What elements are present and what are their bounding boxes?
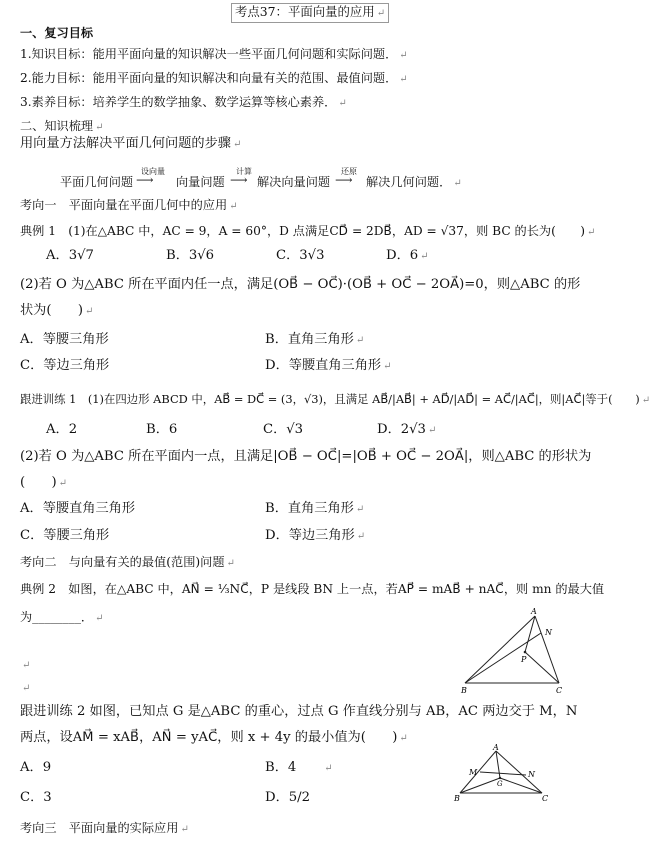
example-2-line1: 典例 2 如图，在△ABC 中，AN⃗ = ⅓NC⃗，P 是线段 BN 上一点，若AP⃗ = mAB⃗ + nAC⃗，则 mn 的最大值 (20, 582, 605, 596)
training-1-q1: 跟进训练 1 (1)在四边形 ABCD 中，AB⃗ = DC⃗ = (3，√3)，且满足 AB⃗/|AB⃗| + AD⃗/|AD⃗| = AC⃗/|AC⃗|，则|AC⃗|等于( ) ↵ (20, 392, 650, 406)
section-heading-knowledge: 二、知识梳理 ↵ (20, 119, 104, 133)
tr2-option-a: A．9 (20, 760, 52, 775)
fig2-label-n: N (528, 770, 535, 779)
ex1-q2-option-b: B．直角三角形 ↵ (265, 332, 365, 347)
ex1-q1-option-d: D．6 ↵ (386, 248, 429, 263)
ex1-q1-option-b: B．3√6 (166, 248, 215, 263)
doc-title: 考点37：平面向量的应用 ↵ (231, 3, 389, 23)
fig1-label-b: B (461, 686, 467, 695)
tr1-q2-option-d: D．等边三角形 ↵ (265, 528, 366, 543)
direction-3-heading: 考向三 平面向量的实际应用 ↵ (20, 821, 189, 835)
training-1-q2-line1: (2)若 O 为△ABC 所在平面内一点，且满足|OB⃗ − OC⃗|=|OB⃗ + OC⃗ − 2OA⃗|，则△ABC 的形状为 (20, 449, 592, 464)
ex1-q1-option-a: A．3√7 (46, 248, 94, 263)
tr1-q2-option-a: A．等腰直角三角形 (20, 501, 136, 516)
flow-item-2: 向量问题 (176, 175, 225, 189)
tr1-q1-option-c: C．√3 (263, 422, 304, 437)
fig1-label-n: N (545, 628, 552, 637)
tr1-q1-option-d: D．2√3 ↵ (377, 422, 437, 437)
tr1-q1-option-b: B．6 (146, 422, 178, 437)
flow-arrow-2: ⟶ (230, 173, 248, 187)
section-heading-goals: 一、复习目标 (20, 26, 94, 40)
example-2-line2: 为________． ↵ (20, 610, 104, 624)
ex1-q2-option-c: C．等边三角形 (20, 358, 110, 373)
goal-3: 3.素养目标：培养学生的数学抽象、数学运算等核心素养． ↵ (20, 95, 347, 109)
flow-arrow-3: ⟶ (335, 173, 353, 187)
flow-arrow-label-2: 计算 (236, 167, 252, 176)
tr2-option-c: C．3 (20, 790, 52, 805)
example-1-q1: 典例 1 (1)在△ABC 中，AC = 9，A = 60°，D 点满足CD⃗ = 2DB⃗，AD = √37，则 BC 的长为( ) ↵ (20, 224, 596, 238)
fig1-label-a: A (531, 607, 537, 616)
tr1-q2-option-b: B．直角三角形 ↵ (265, 501, 365, 516)
training-1-q2-line2: ( ) ↵ (20, 475, 68, 490)
flow-arrow-label-3: 还原 (341, 167, 357, 176)
fig2-label-b: B (454, 794, 460, 803)
flow-arrow-1: ⟶ (136, 173, 154, 187)
tr1-q1-option-a: A．2 (46, 422, 78, 437)
triangle-figure-2 (450, 742, 560, 804)
flow-item-4: 解决几何问题． ↵ (366, 175, 462, 189)
fig1-label-p: P (521, 655, 527, 664)
steps-title: 用向量方法解决平面几何问题的步骤 ↵ (20, 136, 242, 151)
fig2-label-c: C (542, 794, 549, 803)
flow-item-1: 平面几何问题 (60, 175, 134, 189)
tr2-option-d: D．5/2 (265, 790, 310, 805)
ex1-q2-option-a: A．等腰三角形 (20, 332, 109, 347)
training-2-line1: 跟进训练 2 如图，已知点 G 是△ABC 的重心，过点 G 作直线分别与 AB，AC 两边交于 M，N (20, 704, 578, 719)
goal-1: 1.知识目标：能用平面向量的知识解决一些平面几何问题和实际问题． ↵ (20, 47, 408, 61)
training-2-line2: 两点，设AM⃗ = xAB⃗，AN⃗ = yAC⃗，则 x + 4y 的最小值为( ) ↵ (20, 730, 408, 745)
empty-paragraph-mark: ↵ (22, 660, 31, 671)
example-1-q2-line1: (2)若 O 为△ABC 所在平面内任一点，满足(OB⃗ − OC⃗)·(OB⃗ + OC⃗ − 2OA⃗)=0，则△ABC 的形 (20, 277, 581, 292)
fig2-label-g: G (497, 780, 503, 788)
fig2-label-a: A (493, 743, 499, 752)
example-1-q2-line2: 状为( ) ↵ (20, 303, 94, 318)
direction-2-heading: 考向二 与向量有关的最值(范围)问题 ↵ (20, 555, 235, 569)
flow-item-3: 解决向量问题 (257, 175, 331, 189)
tr2-option-b: B．4 ↵ (265, 760, 333, 775)
flow-arrow-label-1: 设向量 (141, 167, 165, 176)
ex1-q1-option-c: C．3√3 (276, 248, 325, 263)
direction-1-heading: 考向一 平面向量在平面几何中的应用 ↵ (20, 198, 238, 212)
fig1-label-c: C (556, 686, 563, 695)
empty-paragraph-mark: ↵ (22, 683, 31, 694)
fig2-label-m: M (469, 768, 478, 777)
ex1-q2-option-d: D．等腰直角三角形 ↵ (265, 358, 392, 373)
triangle-figure-1 (455, 604, 575, 696)
goal-2: 2.能力目标：能用平面向量的知识解决和向量有关的范围、最值问题． ↵ (20, 71, 408, 85)
tr1-q2-option-c: C．等腰三角形 (20, 528, 110, 543)
